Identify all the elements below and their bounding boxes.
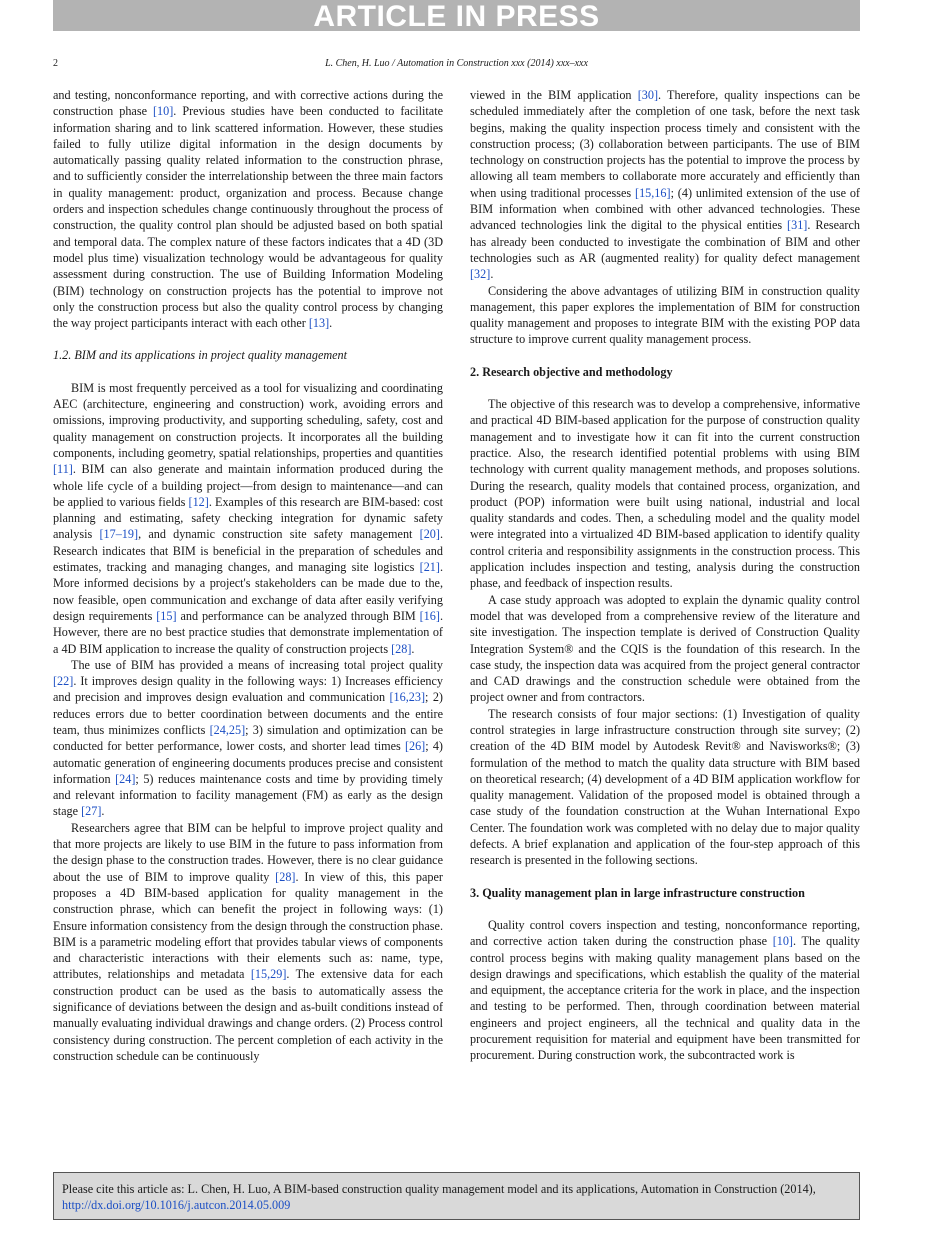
citation-link[interactable]: [17–19]	[99, 527, 139, 542]
citation-link[interactable]: [16]	[419, 608, 440, 623]
text-run: .	[411, 641, 415, 656]
paragraph	[53, 87, 443, 331]
article-in-press-banner: ARTICLE IN PRESS	[53, 0, 860, 31]
text-run: ; 3) simulation and optimization can be conducted for better performance, lower costs, and shorter lead times	[53, 722, 443, 754]
text-run: . Previous studies have been conducted to facilitate information sharing and to link scattered information. However, these studies failed to fully utilize digital information in the design documents by automatically passing quality related information to the construction phrase, and to sufficiently consider the interrelationship between the three main factors in quality management: product, organization and process. Because change orders and inspection schedules change continuously throughout the process of construction, the quality control plan should be adjusted based on both spatial and temporal data. The complex nature of these factors indicates that a 4D (3D model plus time) visualization technology would be advantageous for quality assessment during construction. The use of Building Information Modeling (BIM) technology on construction projects has the potential to improve not only the construction process but also the quality control process by changing the way project participants interact with each other	[53, 104, 443, 331]
paragraph	[53, 380, 443, 657]
text-run: . Examples of this research are BIM-based: cost planning and estimating, safety checking integration for dynamic safety analysis	[53, 494, 443, 542]
text-run: BIM is most frequently perceived as a tool for visualizing and coordinating AEC (architecture, engineering and construction) work, avoiding errors and omissions, improving productivity, and supporting scheduling, safety, cost and quality management on construction projects. It incorporates all the building components, including geometry, spatial relationships, properties and quantities	[53, 380, 443, 460]
text-run: .	[101, 804, 105, 819]
citation-link[interactable]: [10]	[772, 934, 793, 949]
citation-link[interactable]: [21]	[419, 560, 440, 575]
citation-link[interactable]: [16,23]	[389, 690, 426, 705]
text-run: . The quality control process begins with making quality management plans based on the design drawings and specifications, which establish the quality of the material and equipment, the acceptance criteria for the work in place, and the inspection and testing to be performed. Then, through coordination between material engineers and project engineers, all the technical and quality data in the procurement requisition for material and equipment have been transmitted for procurement. During construction work, the subcontracted work is	[470, 934, 860, 1063]
text-run: . However, there are no best practice studies that demonstrate implementation of a 4D BIM application to increase the quality of construction projects	[53, 608, 443, 656]
text-run: .	[329, 316, 333, 331]
text-run: ; (4) unlimited extension of the use of BIM information when combined with other advanced technologies. These advanced technologies link the digital to the physical entities	[470, 185, 860, 233]
section-heading: 3. Quality management plan in large infrastructure construction	[470, 885, 805, 900]
section-heading: 2. Research objective and methodology	[470, 364, 673, 379]
text-run: . BIM can also generate and maintain information produced during the whole life cycle of a building project—from design to maintenance—and can be applied to various fields	[53, 462, 443, 509]
citation-link[interactable]: [15,16]	[635, 185, 671, 200]
paragraph: The research consists of four major sections: (1) Investigation of quality control strategies in large infrastructure construction through site survey; (2) creation of the 4D BIM model by Autodesk Revit® and Navisworks®; (3) formulation of the method to match the quality data structure with BIM based on theoretical research; (4) development of a 4D BIM application workflow for quality management. Validation of the proposed model is obtained through a case study of the foundation construction at the Wuhan International Expo Center. The foundation work was completed with no delay due to major quality defects. A brief explanation and application of the four-step approach of this research is presented in the following sections.	[470, 706, 860, 868]
text-run: ; 5) reduces maintenance costs and time by providing timely and relevant information to facility management (FM) as early as the design stage	[53, 771, 443, 819]
citation-link[interactable]: [31]	[787, 218, 808, 233]
text-run: The use of BIM has provided a means of increasing total project quality	[71, 657, 443, 672]
text-run: and testing, nonconformance reporting, and with corrective actions during the construction phase	[53, 88, 443, 119]
paragraph	[470, 87, 860, 283]
citation-link[interactable]: [27]	[81, 804, 102, 819]
citation-link[interactable]: [15]	[156, 608, 177, 623]
text-run: and performance can be analyzed through BIM	[176, 608, 420, 623]
right-column	[470, 87, 860, 1161]
paragraph	[53, 820, 443, 1064]
citation-link[interactable]: [28]	[391, 641, 412, 656]
text-run: Researchers agree that BIM can be helpful to improve project quality and that more projects are likely to use BIM in the future to pass information from the design phase to the construction trades. However, there is no clear guidance about the use of BIM to improve quality	[53, 820, 443, 884]
citation-link[interactable]: [26]	[404, 739, 426, 754]
citation-link[interactable]: [10]	[152, 104, 174, 119]
citation-link[interactable]: [11]	[53, 462, 73, 477]
text-run: . The extensive data for each construction product can be used as the basis to automatically assess the significance of deviations between the design and as-built conditions instead of manually evaluating individual drawings and change orders. (2) Process control consistency during construction. The percent completion of each activity in the construction schedule can be continuously	[53, 967, 443, 1063]
text-run: . It improves design quality in the following ways: 1) Increases efficiency and precision and improves design evaluation and communication	[53, 674, 443, 705]
paragraph: Considering the above advantages of utilizing BIM in construction quality management, this paper explores the implementation of BIM for construction quality management and proposes to integrate BIM with the existing POP data structure to improve current quality management process.	[470, 283, 860, 347]
citation-text: Please cite this article as: L. Chen, H. Luo, A BIM-based construction quality management model and its applications, Automation in Construction (2014),	[62, 1182, 816, 1196]
citation-link[interactable]: [28]	[275, 869, 296, 884]
citation-link[interactable]: [22]	[53, 674, 74, 689]
doi-link[interactable]: http://dx.doi.org/10.1016/j.autcon.2014.05.009	[62, 1198, 291, 1212]
citation-link[interactable]: [12]	[188, 494, 209, 509]
citation-link[interactable]: [13]	[308, 316, 330, 331]
text-run: . Therefore, quality inspections can be scheduled immediately after the completion of one task, before the next task begins, making the quality inspection process timely and consistent with the construction process; (3) collaboration between participants. The use of BIM technology on construction projects has the potential to improve the process by allowing all team members to collaborate more accurately and efficiently than when using traditional processes	[470, 88, 860, 200]
paragraph: The objective of this research was to develop a comprehensive, informative and practical 4D BIM-based application for the purpose of construction quality management and to investigate how it can fit into the current construction practice. Also, the research identified potential problems with using BIM technology with current quality management methods, and proposes solutions. During the research, quality models that contained process, organization, and product (POP) information were built using national, industrial and local quality standards and codes. Then, a scheduling model and the quality model were integrated into a virtualized 4D BIM-based application to identify quality control criteria and responsibility assignments in the construction process. This application includes inspection and testing, analysis during the construction phase, and feedback of inspection results.	[470, 397, 860, 591]
text-run: . Research indicates that BIM is beneficial in the preparation of schedules and estimates, tracking and managing changes, and managing site logistics	[53, 527, 443, 575]
paragraph	[53, 657, 443, 820]
citation-link[interactable]: [15,29]	[250, 967, 287, 982]
text-run: viewed in the BIM application	[470, 88, 638, 102]
paragraph	[470, 917, 860, 1064]
citation-link[interactable]: [32]	[470, 267, 491, 282]
text-run: , and dynamic construction site safety management	[138, 527, 420, 542]
running-head	[53, 57, 860, 71]
citation-link[interactable]: [24,25]	[209, 722, 246, 737]
text-run: . Research has already been conducted to investigate the combination of BIM and other technologies such as AR (augmented reality) for quality defect management	[470, 218, 860, 265]
text-run: Quality control covers inspection and testing, nonconformance reporting, and corrective action taken during the construction phase	[470, 917, 860, 949]
left-column	[53, 87, 443, 1161]
citation-link[interactable]: [30]	[637, 88, 659, 102]
journal-running-title: L. Chen, H. Luo / Automation in Construction xxx (2014) xxx–xxx	[325, 58, 588, 69]
citation-box	[53, 1172, 860, 1220]
citation-link[interactable]: [20]	[419, 527, 440, 542]
text-run: ; 4) automatic generation of engineering documents produces precise and consistent information	[53, 739, 443, 786]
page-number: 2	[53, 58, 58, 69]
text-run: ; 2) reduces errors due to better coordination between documents and the entire team, thus minimizes conflicts	[53, 690, 443, 737]
subsection-heading: 1.2. BIM and its applications in project quality management	[53, 348, 348, 363]
text-run: .	[490, 267, 494, 282]
text-run: . More informed decisions by a project's stakeholders can be made due to the, now feasible, open communication and exchange of data after easily verifying design requirements	[53, 560, 443, 623]
text-run: . In view of this, this paper proposes a 4D BIM-based application for quality management in the construction phrase, which can benefit the project in following ways: (1) Ensure information consistency from the design through the construction phase. BIM is a parametric modeling effort that provides tabular views of components and characteristic interactions with their elements such as: name, type, attributes, relationships and metadata	[53, 869, 443, 982]
paragraph: A case study approach was adopted to explain the dynamic quality control model that was developed from a comprehensive review of the literature and site investigation. The inspection template is derived of Construction Quality Integration System® and the CQIS is the foundation of this research. In the case study, the inspection data was acquired from the project general contractor and CAD drawings and the construction schedule were obtained from the project owner and from contractors.	[470, 592, 860, 705]
citation-link[interactable]: [24]	[115, 771, 136, 786]
